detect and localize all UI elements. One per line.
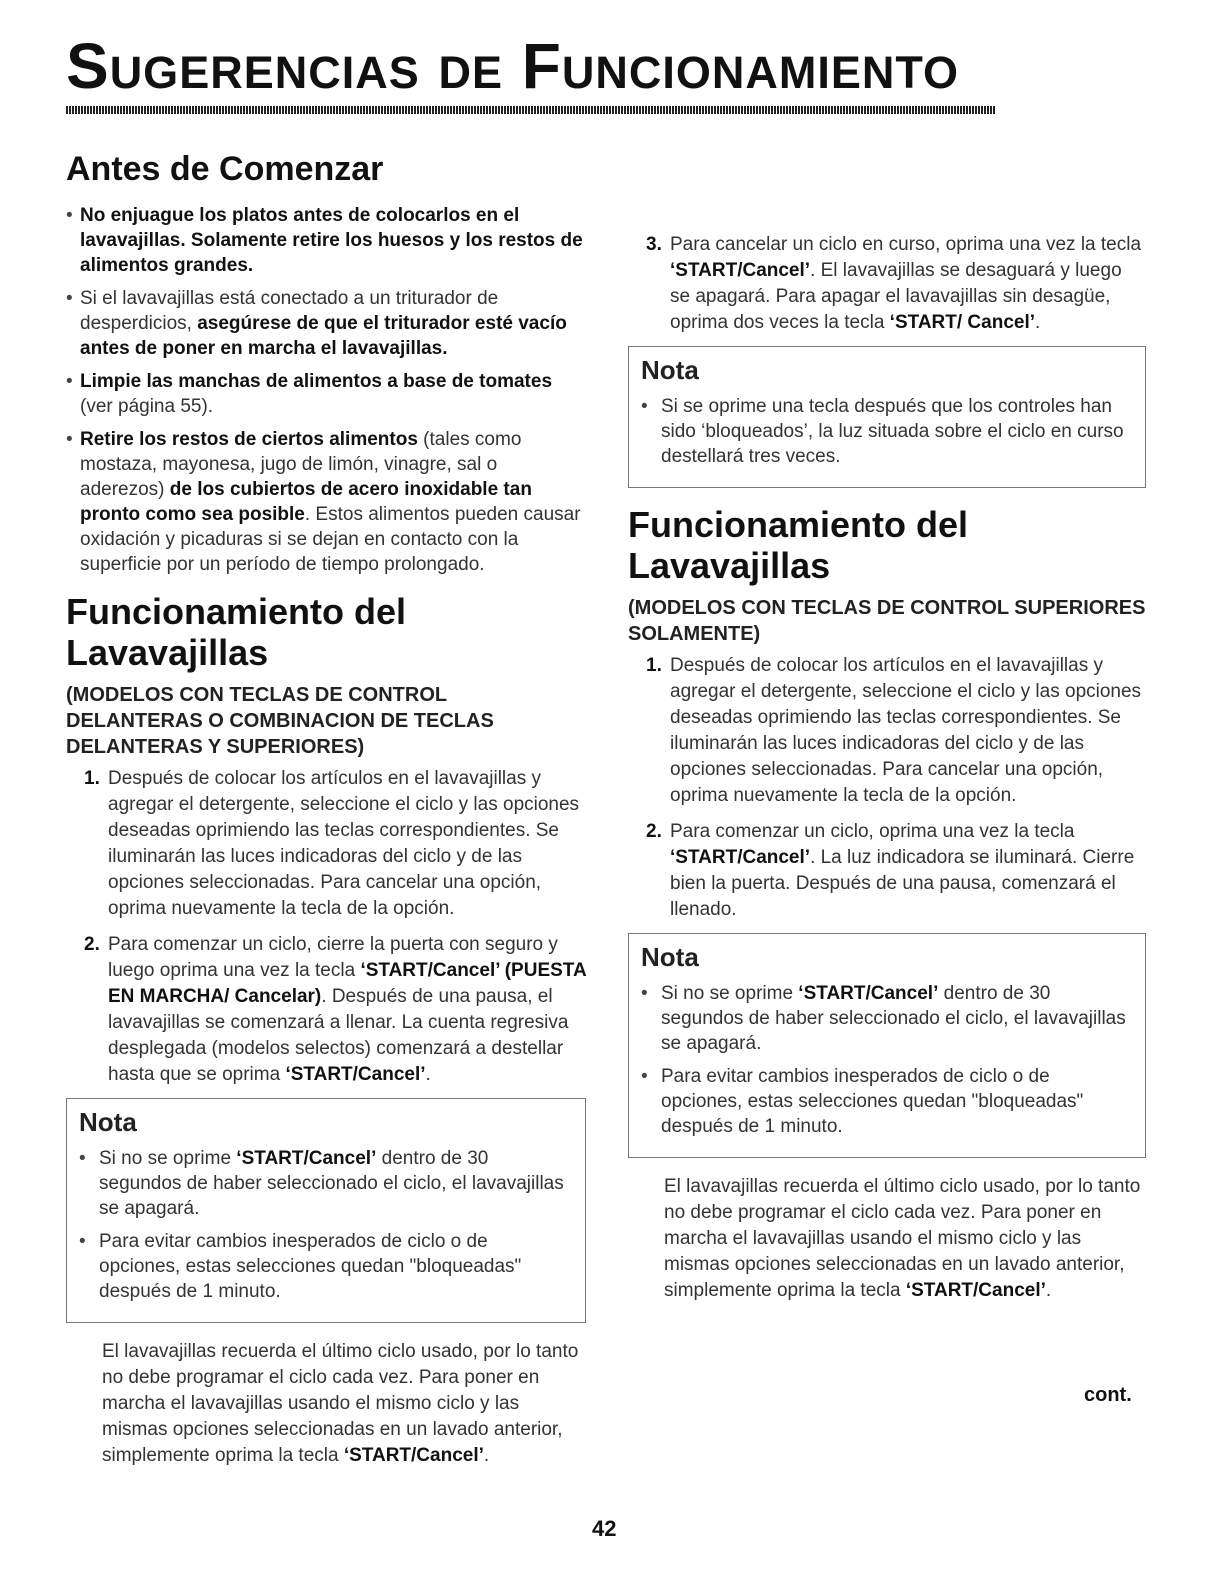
list-item <box>628 819 1146 923</box>
closing-paragraph <box>66 1339 586 1469</box>
note-text: Si no se oprime <box>661 982 799 1004</box>
note-list <box>79 1146 573 1304</box>
section-subhead: (MODELOS CON TECLAS DE CONTROL DELANTERAS O COMBINACION DE TECLAS DELANTERAS Y SUPERIORES) <box>66 683 494 758</box>
tip-bold-text: No enjuague los platos antes de colocarlos en el lavavajillas. Solamente retire los huesos y los restos de alimentos grandes. <box>80 205 583 277</box>
closing-text: El lavavajillas recuerda el último ciclo usado, por lo tanto no debe programar el ciclo cada vez. Para poner en marcha el lavavajillas usando el mismo ciclo y las mismas opciones seleccionadas en un lavado anterior, simplemente oprima la tecla <box>102 1340 579 1466</box>
list-item <box>66 203 586 278</box>
step-text: . El lavavajillas se desaguará y luego se apagará. Para apagar el lavavajillas sin desagüe, oprima dos veces la tecla <box>670 260 1122 333</box>
list-item <box>66 427 586 577</box>
title-rule-divider <box>66 106 996 114</box>
note-text: Para evitar cambios inesperados de ciclo o de opciones, estas selecciones quedan "bloqueadas" después de 1 minuto. <box>661 1065 1084 1137</box>
step-bold-text: ‘START/ Cancel’ <box>889 312 1036 333</box>
note-list <box>641 981 1133 1139</box>
right-column <box>628 232 1146 1304</box>
continued-label: cont. <box>1084 1384 1132 1406</box>
note-box <box>628 933 1146 1158</box>
note-bold-text: ‘START/Cancel’ <box>798 982 939 1004</box>
left-column <box>66 150 586 1469</box>
list-item <box>641 1064 1133 1139</box>
section-subhead: (MODELOS CON TECLAS DE CONTROL SUPERIORES SOLAMENTE) <box>628 596 1146 645</box>
list-item <box>66 766 586 922</box>
note-title: Nota <box>641 941 699 972</box>
tip-text: (tales como mostaza, mayonesa, jugo de limón, vinagre, sal o aderezos) <box>80 429 522 501</box>
step-text: . <box>425 1063 431 1085</box>
step-text: . Después de una pausa, el lavavajillas se comenzará a llenar. La cuenta regresiva desplegada (modelos selectos) comenzará a destellar hasta que se oprima <box>108 985 569 1085</box>
closing-bold-text: ‘START/Cancel’ <box>905 1279 1046 1301</box>
note-text: Si no se oprime <box>99 1147 237 1169</box>
note-text: Para evitar cambios inesperados de ciclo o de opciones, estas selecciones quedan "bloqueadas" después de 1 minuto. <box>99 1230 522 1302</box>
note-title: Nota <box>641 355 699 385</box>
step-text: Después de colocar los artículos en el lavavajillas y agregar el detergente, seleccione el ciclo y las opciones deseadas oprimiendo las teclas correspondientes. Se iluminarán las luces indicadoras del ciclo y de las opciones seleccionadas. Para cancelar una opción, oprima nuevamente la tecla de la opción. <box>108 767 580 919</box>
note-box <box>66 1098 586 1323</box>
list-item <box>628 653 1146 809</box>
note-list <box>641 394 1133 469</box>
section-title-antes: Antes de Comenzar <box>66 150 384 188</box>
steps-list <box>628 653 1146 923</box>
step-text: Para comenzar un ciclo, cierre la puerta con seguro y luego oprima una vez la tecla <box>108 933 558 981</box>
step-bold-text: ‘START/Cancel’ (PUESTA EN MARCHA/ Cancelar) <box>108 959 587 1007</box>
tips-list <box>66 203 586 577</box>
tip-bold-text: asegúrese de que el triturador esté vacío antes de poner en marcha el lavavajillas. <box>80 313 567 360</box>
note-text: dentro de 30 segundos de haber seleccionado el ciclo, el lavavajillas se apagará. <box>99 1147 564 1219</box>
steps-list <box>628 232 1146 336</box>
step-text: Para comenzar un ciclo, oprima una vez la tecla <box>670 820 1075 842</box>
list-item <box>628 232 1146 336</box>
step-number: 1. <box>84 767 100 789</box>
page-number: 42 <box>592 1516 617 1541</box>
list-item <box>66 932 586 1088</box>
list-item <box>66 369 586 419</box>
tip-text: (ver página 55). <box>80 396 214 418</box>
closing-text: . <box>483 1444 490 1466</box>
list-item <box>79 1229 573 1304</box>
step-bold-text: ‘START/Cancel’ <box>285 1063 426 1085</box>
note-text: dentro de 30 segundos de haber seleccionado el ciclo, el lavavajillas se apagará. <box>661 982 1126 1054</box>
step-bold-text: ‘START/Cancel’ <box>670 260 811 281</box>
closing-bold-text: ‘START/Cancel’ <box>343 1444 484 1466</box>
note-text: Si se oprime una tecla después que los controles han sido ‘bloqueados’, la luz situada sobre el ciclo en curso destellará tres veces. <box>661 396 1124 467</box>
section-title-funcionamiento: Funcionamiento del Lavavajillas <box>628 504 969 587</box>
step-text: Para cancelar un ciclo en curso, oprima una vez la tecla <box>670 234 1142 255</box>
closing-text: El lavavajillas recuerda el último ciclo usado, por lo tanto no debe programar el ciclo cada vez. Para poner en marcha el lavavajillas usando el mismo ciclo y las mismas opciones seleccionadas en un lavado anterior, simplemente oprima la tecla <box>664 1175 1141 1301</box>
step-text: Después de colocar los artículos en el lavavajillas y agregar el detergente, seleccione el ciclo y las opciones deseadas oprimiendo las teclas correspondientes. Se iluminarán las luces indicadoras del ciclo y de las opciones seleccionadas. Para cancelar una opción, oprima nuevamente la tecla de la opción. <box>670 654 1142 806</box>
tip-bold-text: Retire los restos de ciertos alimentos <box>80 429 418 451</box>
step-text: . <box>1035 312 1041 333</box>
steps-list <box>66 766 586 1088</box>
list-item <box>641 981 1133 1056</box>
tip-text: . Estos alimentos pueden causar oxidación y picaduras si se dejan en contacto con la superficie por un período de tiempo prolongado. <box>80 504 581 576</box>
list-item <box>641 394 1133 469</box>
note-bold-text: ‘START/Cancel’ <box>236 1147 377 1169</box>
tip-text: Si el lavavajillas está conectado a un triturador de desperdicios, <box>80 288 499 335</box>
tip-bold-text: Limpie las manchas de alimentos a base de tomates <box>80 371 553 393</box>
closing-text: . <box>1045 1279 1052 1301</box>
step-number: 1. <box>646 654 662 676</box>
page-title: Sugerencias de Funcionamiento <box>66 30 960 102</box>
step-number: 3. <box>646 234 662 255</box>
note-box <box>628 346 1146 488</box>
note-title: Nota <box>79 1106 137 1137</box>
step-bold-text: ‘START/Cancel’ <box>670 846 811 868</box>
list-item <box>66 286 586 361</box>
step-number: 2. <box>646 820 662 842</box>
step-number: 2. <box>84 933 100 955</box>
closing-paragraph <box>628 1174 1146 1304</box>
tip-bold-text: de los cubiertos de acero inoxidable tan pronto como sea posible <box>80 479 532 526</box>
list-item <box>79 1146 573 1221</box>
section-title-funcionamiento: Funcionamiento del Lavavajillas <box>66 591 407 674</box>
step-text: . La luz indicadora se iluminará. Cierre bien la puerta. Después de una pausa, comenzará el llenado. <box>670 846 1135 920</box>
